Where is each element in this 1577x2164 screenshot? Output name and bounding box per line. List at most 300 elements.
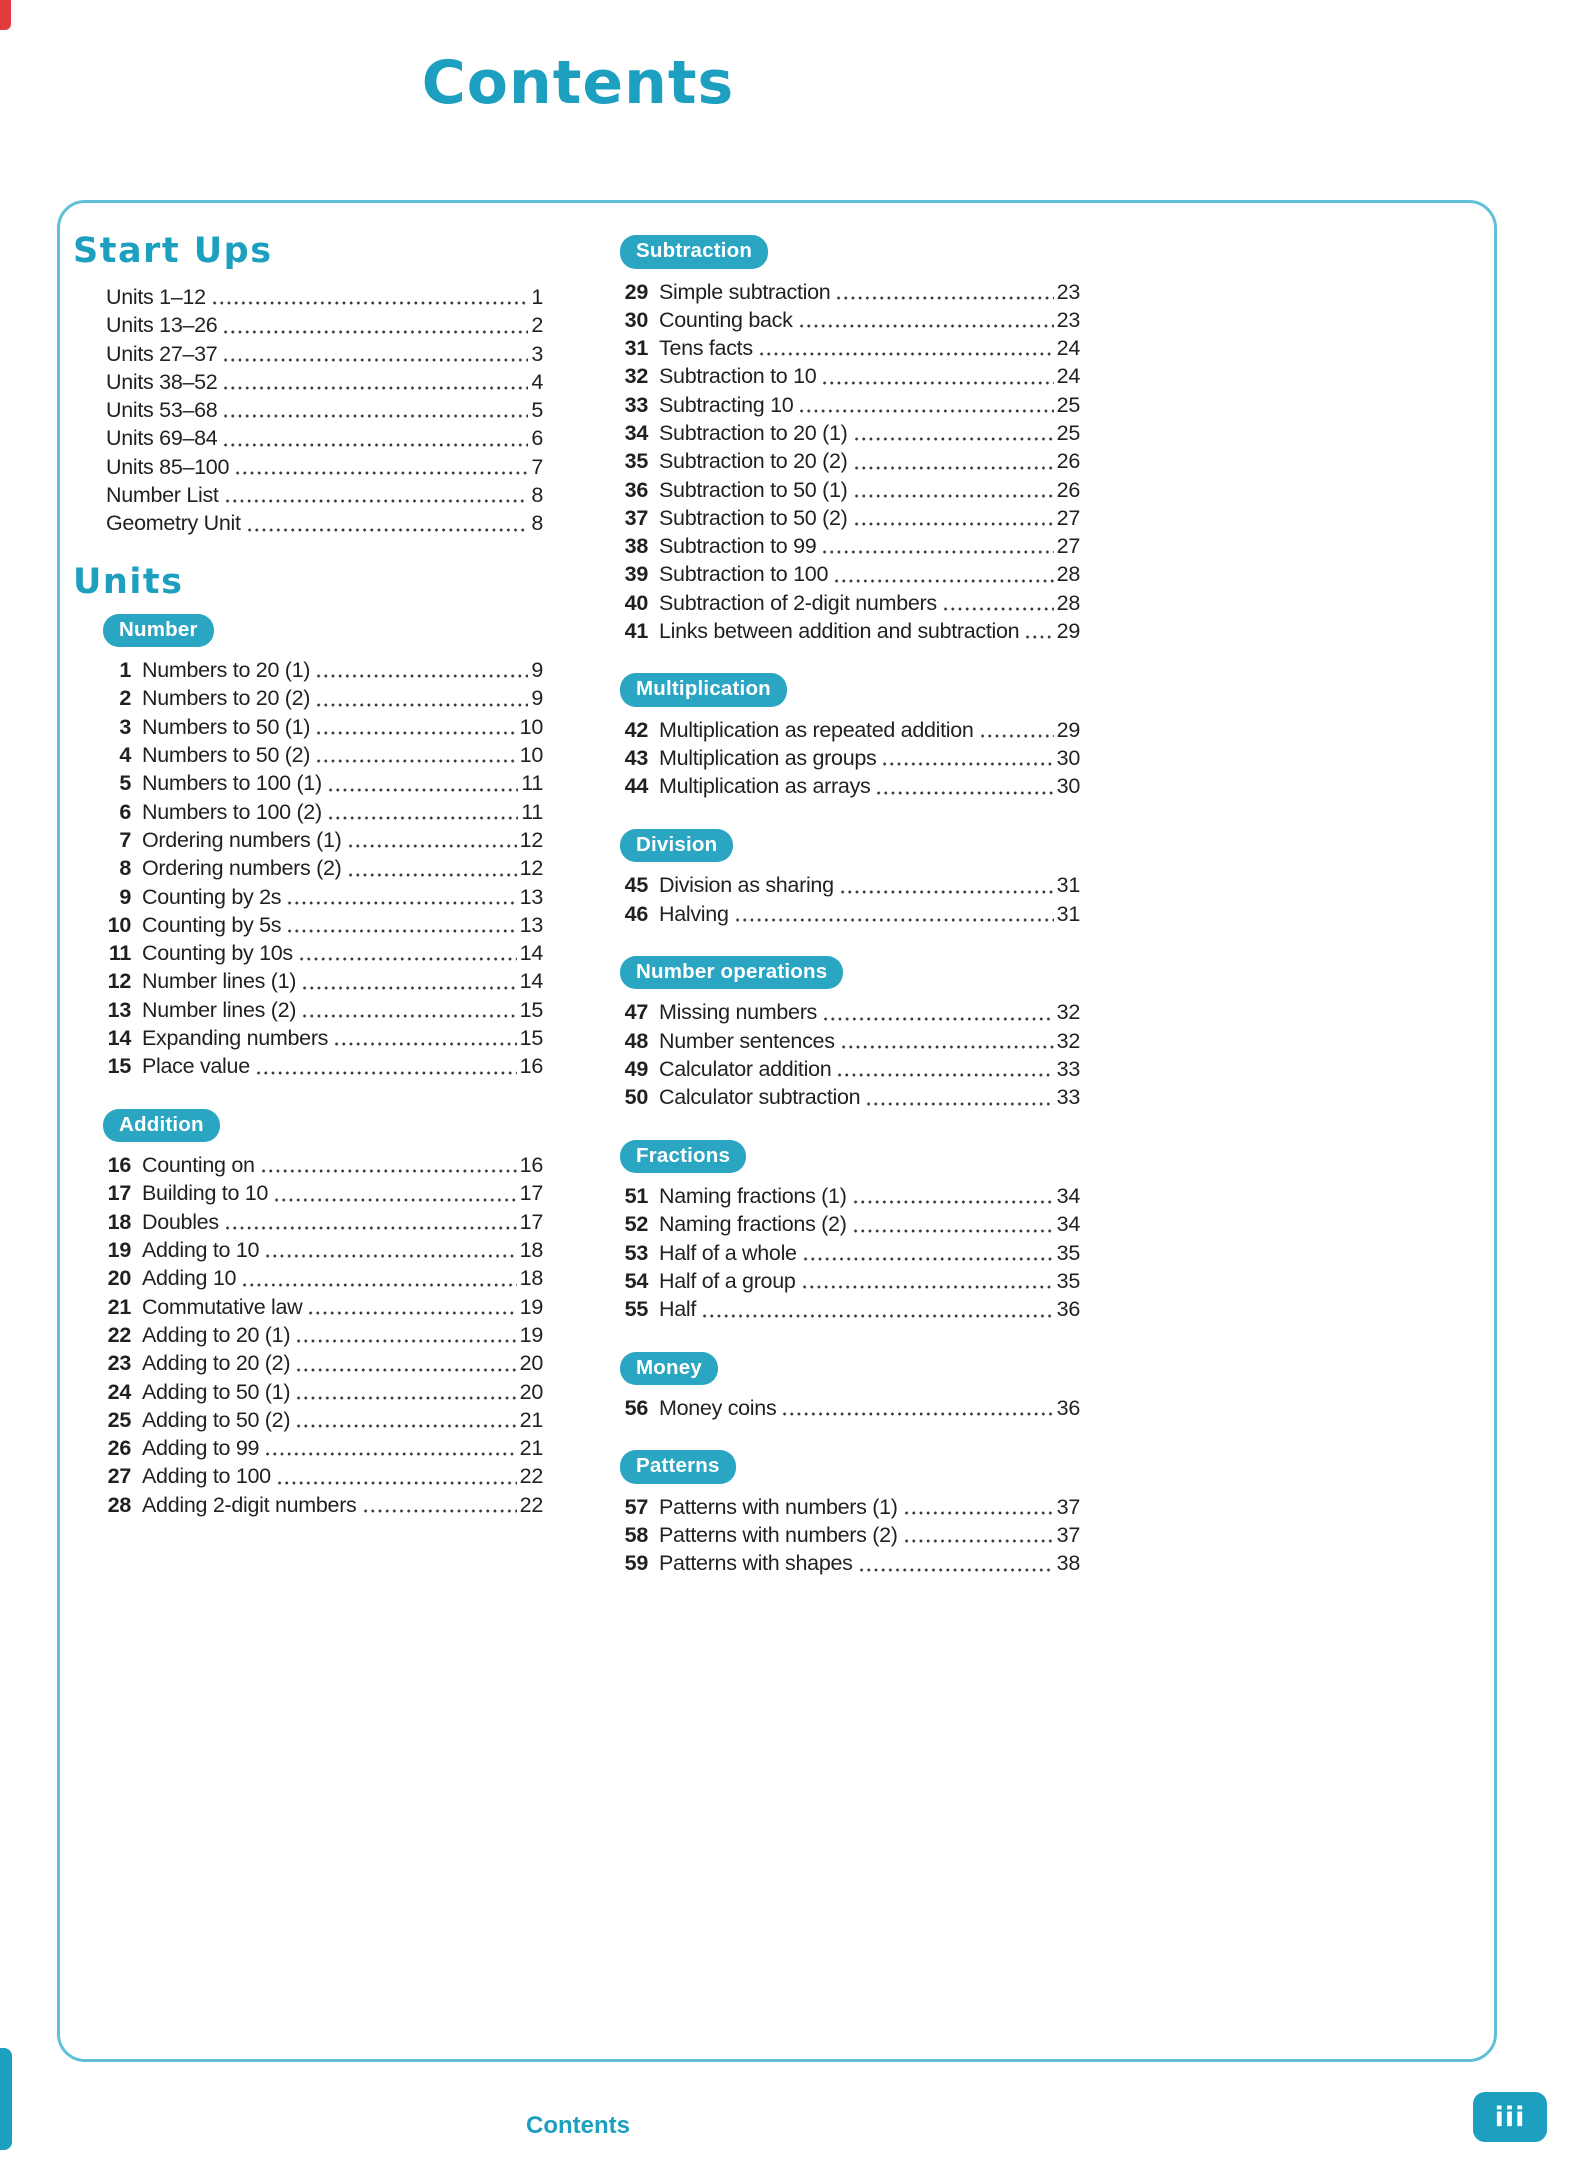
badge-row	[620, 673, 1080, 707]
entry-page-number: 11	[521, 771, 543, 796]
entry-page-number: 14	[519, 969, 543, 994]
toc-entry	[620, 532, 1080, 560]
unit-number: 16	[107, 1153, 131, 1178]
unit-number: 9	[119, 884, 131, 909]
entry-title: Units 13–26	[106, 313, 218, 338]
unit-number: 48	[624, 1028, 648, 1053]
toc-entry	[103, 741, 543, 769]
dot-leader	[307, 1311, 516, 1315]
toc-entry	[620, 419, 1080, 447]
toc-entry	[103, 713, 543, 741]
unit-number: 47	[624, 1000, 648, 1025]
dot-leader	[881, 762, 1053, 766]
entry-title: Units 1–12	[106, 285, 206, 309]
entry-title: Subtraction to 99	[659, 534, 817, 559]
entry-title: Number lines (2)	[142, 997, 297, 1022]
entry-page-number: 13	[519, 884, 543, 909]
badge-multiplication: Multiplication	[620, 673, 787, 707]
entry-page-number: 27	[1056, 534, 1080, 559]
dot-leader	[903, 1511, 1054, 1515]
toc-entry	[73, 453, 543, 481]
dot-leader	[295, 1424, 516, 1428]
entry-title: Numbers to 100 (1)	[142, 771, 322, 796]
entry-page-number: 19	[519, 1294, 543, 1319]
dot-leader	[301, 1014, 517, 1018]
toc-entry	[620, 900, 1080, 928]
dot-leader	[255, 1071, 517, 1075]
entry-title: Adding to 20 (2)	[142, 1351, 291, 1376]
unit-number: 42	[624, 717, 648, 742]
toc-entry	[620, 1295, 1080, 1323]
entry-page-number: 17	[519, 1181, 543, 1206]
entry-page-number: 35	[1056, 1268, 1080, 1293]
dot-leader	[362, 1509, 517, 1513]
toc-entry	[620, 1239, 1080, 1267]
entry-page-number: 20	[519, 1351, 543, 1376]
toc-entry	[103, 967, 543, 995]
entry-title: Tens facts	[659, 336, 753, 361]
badge-row	[620, 1450, 1080, 1484]
entry-page-number: 30	[1056, 774, 1080, 799]
dot-leader	[821, 550, 1053, 554]
entry-title: Place value	[142, 1054, 250, 1079]
unit-number: 11	[108, 941, 131, 966]
entry-title: Money coins	[659, 1396, 777, 1421]
dot-leader	[276, 1481, 517, 1485]
dot-leader	[798, 409, 1053, 413]
entry-page-number: 22	[519, 1464, 543, 1489]
entry-page-number: 29	[1056, 717, 1080, 742]
entry-page-number: 16	[519, 1054, 543, 1079]
entry-page-number: 32	[1056, 1028, 1080, 1053]
entry-title: Ordering numbers (2)	[142, 856, 342, 881]
entry-title: Counting by 2s	[142, 884, 282, 909]
entry-page-number: 18	[519, 1238, 543, 1263]
dot-leader	[260, 1169, 517, 1173]
entry-page-number: 29	[1056, 619, 1080, 644]
badge-row	[620, 829, 1080, 863]
toc-entry	[620, 362, 1080, 390]
entry-page-number: 36	[1056, 1297, 1080, 1322]
entry-page-number: 27	[1056, 505, 1080, 530]
heading-start-ups: Start Ups	[73, 231, 273, 271]
title-area	[0, 48, 1156, 118]
toc-entry	[73, 311, 543, 339]
badge-division: Division	[620, 829, 733, 863]
dot-leader	[264, 1254, 517, 1258]
entry-title: Numbers to 20 (1)	[142, 658, 311, 683]
toc-entry	[103, 854, 543, 882]
toc-entry	[103, 769, 543, 797]
dot-leader	[315, 703, 528, 707]
entry-page-number: 34	[1056, 1184, 1080, 1209]
dot-leader	[758, 352, 1054, 356]
badge-addition: Addition	[103, 1109, 220, 1143]
toc-entry	[620, 1210, 1080, 1238]
dot-leader	[295, 1339, 516, 1343]
entry-page-number: 30	[1056, 746, 1080, 771]
entry-page-number: 1	[531, 285, 543, 309]
section-number-operations	[620, 956, 1080, 1112]
toc-entry	[73, 396, 543, 424]
dot-leader	[273, 1198, 517, 1202]
toc-entry	[103, 1491, 543, 1519]
toc-entry	[103, 911, 543, 939]
toc-entry	[103, 1462, 543, 1490]
entry-page-number: 13	[519, 912, 543, 937]
badge-row	[620, 956, 1080, 990]
entry-page-number: 15	[519, 1026, 543, 1051]
unit-number: 45	[624, 873, 648, 898]
unit-number: 50	[624, 1085, 648, 1110]
unit-number: 26	[107, 1436, 131, 1461]
page-number: iii	[1494, 2101, 1526, 2133]
entry-title: Commutative law	[142, 1294, 303, 1319]
entry-page-number: 21	[519, 1436, 543, 1461]
toc-entry	[103, 826, 543, 854]
toc-entry	[103, 883, 543, 911]
dot-leader	[734, 918, 1054, 922]
entry-title: Missing numbers	[659, 1000, 817, 1025]
entry-title: Subtraction to 20 (1)	[659, 420, 848, 445]
entry-title: Patterns with numbers (2)	[659, 1523, 898, 1548]
unit-number: 32	[624, 364, 648, 389]
entry-page-number: 36	[1056, 1396, 1080, 1421]
entry-title: Half of a whole	[659, 1240, 797, 1265]
footer-section-label: Contents	[526, 2112, 630, 2139]
entry-page-number: 38	[1056, 1551, 1080, 1576]
dot-leader	[852, 1229, 1054, 1233]
dot-leader	[875, 791, 1053, 795]
dot-leader	[853, 522, 1054, 526]
dot-leader	[222, 358, 528, 362]
entry-title: Counting by 10s	[142, 941, 293, 966]
unit-number: 4	[119, 743, 131, 768]
entry-title: Subtraction to 50 (2)	[659, 505, 848, 530]
toc-entry	[103, 1208, 543, 1236]
entry-page-number: 5	[531, 398, 543, 423]
unit-number: 1	[119, 658, 131, 683]
dot-leader	[295, 1368, 516, 1372]
dot-leader	[224, 1226, 517, 1230]
toc-entry	[103, 656, 543, 684]
toc-entry	[620, 1521, 1080, 1549]
dot-leader	[839, 890, 1054, 894]
unit-number: 24	[107, 1379, 131, 1404]
toc-entry	[103, 1151, 543, 1179]
unit-number: 10	[107, 912, 131, 937]
entry-page-number: 18	[519, 1266, 543, 1291]
unit-number: 30	[624, 307, 648, 332]
dot-leader	[298, 957, 517, 961]
dot-leader	[222, 414, 528, 418]
toc-entry	[620, 504, 1080, 532]
toc-entry	[620, 871, 1080, 899]
unit-number: 3	[119, 714, 131, 739]
dot-leader	[833, 579, 1054, 583]
toc-entry	[620, 334, 1080, 362]
entry-title: Calculator addition	[659, 1056, 832, 1081]
entry-page-number: 20	[519, 1379, 543, 1404]
unit-number: 8	[119, 856, 131, 881]
toc-entry	[620, 617, 1080, 645]
dot-leader	[286, 929, 516, 933]
entry-title: Patterns with numbers (1)	[659, 1494, 898, 1519]
entry-title: Adding 10	[142, 1266, 237, 1291]
entry-page-number: 34	[1056, 1212, 1080, 1237]
entry-title: Adding 2-digit numbers	[142, 1492, 357, 1517]
entry-page-number: 2	[531, 313, 543, 338]
toc-entry	[620, 1493, 1080, 1521]
unit-number: 44	[624, 774, 648, 799]
entry-page-number: 10	[519, 743, 543, 768]
entry-page-number: 14	[519, 941, 543, 966]
unit-number: 58	[624, 1523, 648, 1548]
dot-leader	[840, 1045, 1054, 1049]
unit-number: 35	[624, 449, 648, 474]
toc-entry	[73, 509, 543, 537]
unit-number: 29	[624, 279, 648, 304]
entry-title: Expanding numbers	[142, 1026, 329, 1051]
entry-title: Ordering numbers (1)	[142, 827, 342, 852]
toc-entry	[103, 1236, 543, 1264]
toc-entry	[73, 424, 543, 452]
unit-number: 6	[119, 799, 131, 824]
entry-title: Units 53–68	[106, 398, 218, 423]
toc-entry	[620, 560, 1080, 588]
toc-entry	[620, 1083, 1080, 1111]
dot-leader	[853, 494, 1054, 498]
entry-list	[73, 283, 543, 538]
toc-entry	[620, 1027, 1080, 1055]
entry-list	[103, 656, 543, 1080]
toc-entry	[103, 1378, 543, 1406]
entry-title: Units 69–84	[106, 426, 218, 451]
unit-number: 53	[624, 1240, 648, 1265]
entry-page-number: 8	[531, 483, 543, 508]
entry-title: Half	[659, 1297, 697, 1322]
dot-leader	[224, 499, 529, 503]
entry-page-number: 33	[1056, 1056, 1080, 1081]
toc-entry	[103, 1406, 543, 1434]
toc-entry	[620, 1549, 1080, 1577]
entry-page-number: 25	[1056, 392, 1080, 417]
entry-list	[103, 1151, 543, 1519]
toc-entry	[103, 1434, 543, 1462]
entry-page-number: 11	[521, 799, 543, 824]
section-fractions	[620, 1140, 1080, 1324]
dot-leader	[979, 734, 1054, 738]
entry-title: Subtracting 10	[659, 392, 794, 417]
toc-entry	[620, 1055, 1080, 1083]
entry-title: Simple subtraction	[659, 279, 831, 304]
unit-number: 38	[624, 534, 648, 559]
dot-leader	[836, 1073, 1053, 1077]
badge-subtraction: Subtraction	[620, 235, 768, 269]
dot-leader	[858, 1568, 1054, 1572]
toc-entry	[73, 283, 543, 311]
badge-number-operations: Number operations	[620, 956, 843, 990]
entry-title: Units 85–100	[106, 454, 230, 479]
dot-leader	[222, 443, 528, 447]
unit-number: 27	[107, 1464, 131, 1489]
unit-number: 21	[107, 1294, 131, 1319]
unit-number: 37	[624, 505, 648, 530]
unit-number: 54	[624, 1268, 648, 1293]
entry-list	[620, 1493, 1080, 1578]
section-money	[620, 1352, 1080, 1423]
entry-title: Multiplication as repeated addition	[659, 717, 974, 742]
dot-leader	[327, 788, 518, 792]
entry-page-number: 15	[519, 997, 543, 1022]
entry-page-number: 23	[1056, 279, 1080, 304]
entry-page-number: 22	[519, 1492, 543, 1517]
toc-entry	[620, 447, 1080, 475]
entry-title: Adding to 100	[142, 1464, 271, 1489]
entry-title: Calculator subtraction	[659, 1085, 861, 1110]
entry-page-number: 9	[531, 658, 543, 683]
dot-leader	[347, 873, 517, 877]
entry-page-number: 4	[531, 369, 543, 394]
entry-page-number: 28	[1056, 562, 1080, 587]
toc-column-right	[620, 229, 1080, 2039]
dot-leader	[852, 1200, 1054, 1204]
dot-leader	[246, 528, 529, 532]
dot-leader	[853, 466, 1054, 470]
dot-leader	[301, 986, 517, 990]
entry-list	[620, 998, 1080, 1111]
entry-page-number: 19	[519, 1322, 543, 1347]
unit-number: 33	[624, 392, 648, 417]
toc-entry	[620, 278, 1080, 306]
dot-leader	[802, 1257, 1054, 1261]
section-multiplication	[620, 673, 1080, 800]
unit-number: 51	[624, 1184, 648, 1209]
dot-leader	[903, 1539, 1054, 1543]
toc-entry	[103, 996, 543, 1024]
unit-number: 31	[624, 336, 648, 361]
dot-leader	[315, 731, 517, 735]
dot-leader	[264, 1452, 517, 1456]
entry-title: Subtraction of 2-digit numbers	[659, 590, 937, 615]
toc-entry	[73, 368, 543, 396]
entry-title: Adding to 20 (1)	[142, 1322, 291, 1347]
dot-leader	[801, 1285, 1054, 1289]
unit-number: 17	[107, 1181, 131, 1206]
entry-title: Subtraction to 20 (2)	[659, 449, 848, 474]
dot-leader	[798, 324, 1054, 328]
entry-title: Adding to 99	[142, 1436, 260, 1461]
dot-leader	[781, 1412, 1053, 1416]
entry-list	[620, 716, 1080, 801]
dot-leader	[853, 437, 1054, 441]
entry-title: Patterns with shapes	[659, 1551, 853, 1576]
entry-page-number: 26	[1056, 477, 1080, 502]
toc-entry	[103, 1024, 543, 1052]
badge-row	[103, 614, 543, 648]
entry-page-number: 23	[1056, 307, 1080, 332]
entry-title: Counting by 5s	[142, 912, 282, 937]
entry-page-number: 12	[519, 827, 543, 852]
page-number-badge	[1473, 2092, 1547, 2142]
toc-entry	[620, 391, 1080, 419]
dot-leader	[286, 901, 516, 905]
toc-entry	[620, 1267, 1080, 1295]
unit-number: 5	[119, 771, 131, 796]
unit-number: 20	[107, 1266, 131, 1291]
entry-title: Naming fractions (1)	[659, 1184, 847, 1209]
entry-list	[620, 871, 1080, 928]
toc-entry	[620, 998, 1080, 1026]
entry-title: Links between addition and subtraction	[659, 619, 1020, 644]
toc-entry	[620, 1182, 1080, 1210]
entry-title: Subtraction to 50 (1)	[659, 477, 848, 502]
entry-title: Subtraction to 100	[659, 562, 829, 587]
unit-number: 43	[624, 746, 648, 771]
entry-title: Number sentences	[659, 1028, 835, 1053]
toc-entry	[73, 481, 543, 509]
dot-leader	[241, 1283, 517, 1287]
badge-row	[620, 1140, 1080, 1174]
toc-entry	[103, 1264, 543, 1292]
dot-leader	[865, 1102, 1053, 1106]
entry-page-number: 31	[1056, 873, 1080, 898]
unit-number: 52	[624, 1212, 648, 1237]
toc-entry	[73, 340, 543, 368]
entry-title: Numbers to 50 (2)	[142, 743, 311, 768]
entry-title: Units 27–37	[106, 341, 218, 366]
dot-leader	[295, 1396, 516, 1400]
unit-number: 13	[107, 997, 131, 1022]
entry-title: Counting back	[659, 307, 793, 332]
unit-number: 56	[624, 1396, 648, 1421]
entry-page-number: 28	[1056, 590, 1080, 615]
unit-number: 28	[107, 1492, 131, 1517]
toc-entry	[620, 476, 1080, 504]
dot-leader	[821, 381, 1053, 385]
page-edge-tab-red	[0, 0, 11, 30]
dot-leader	[234, 471, 528, 475]
entry-page-number: 33	[1056, 1085, 1080, 1110]
entry-title: Halving	[659, 901, 729, 926]
dot-leader	[315, 759, 517, 763]
unit-number: 39	[624, 562, 648, 587]
entry-page-number: 25	[1056, 420, 1080, 445]
unit-number: 22	[107, 1322, 131, 1347]
badge-money: Money	[620, 1352, 718, 1386]
entry-title: Number List	[106, 483, 219, 508]
footer	[0, 2112, 1156, 2140]
toc-entry	[103, 1052, 543, 1080]
toc-entry	[103, 798, 543, 826]
toc-entry	[103, 1349, 543, 1377]
entry-title: Naming fractions (2)	[659, 1212, 847, 1237]
entry-title: Half of a group	[659, 1268, 796, 1293]
toc-entry	[103, 684, 543, 712]
unit-number: 59	[624, 1551, 648, 1576]
entry-page-number: 6	[531, 426, 543, 451]
dot-leader	[333, 1042, 517, 1046]
unit-number: 41	[624, 619, 648, 644]
entry-page-number: 37	[1056, 1494, 1080, 1519]
toc-entry	[103, 939, 543, 967]
page-edge-tab-teal	[0, 2048, 12, 2150]
toc-entry	[620, 306, 1080, 334]
entry-page-number: 32	[1056, 1000, 1080, 1025]
badge-row	[103, 1109, 543, 1143]
unit-number: 49	[624, 1056, 648, 1081]
unit-number: 34	[624, 420, 648, 445]
